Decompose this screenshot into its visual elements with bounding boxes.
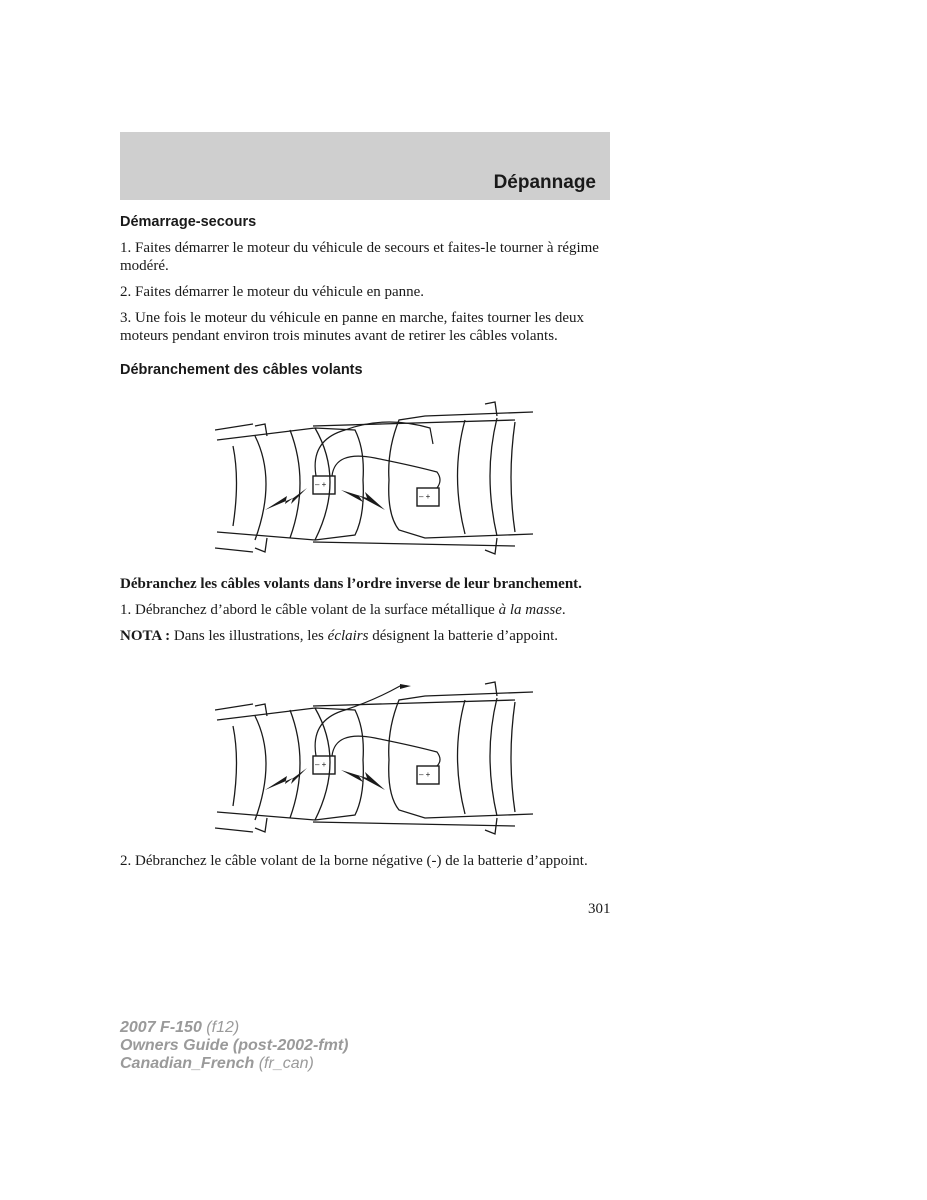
note-paragraph <box>120 627 610 645</box>
note-italic: éclairs <box>327 628 369 644</box>
note-label: NOTA : <box>120 628 171 644</box>
battery-booster-terminal-label: – + <box>419 770 431 779</box>
footer-line-2: Owners Guide (post-2002-fmt) <box>120 1037 349 1054</box>
step-3: 3. Une fois le moteur du véhicule en panne en marche, faites tourner les deux moteurs pendant environ trois minutes avant de retirer les câbles volants. <box>120 310 584 344</box>
step-1: 1. Faites démarrer le moteur du véhicule de secours et faites-le tourner à régime modéré. <box>120 240 599 274</box>
disconnect-instructions <box>120 575 610 653</box>
footer-line-1 <box>120 1019 348 1037</box>
section-title: Dépannage <box>493 172 596 193</box>
footer-model-code: (f12) <box>201 1019 240 1036</box>
heading-disconnect-cables: Débranchement des câbles volants <box>120 362 363 378</box>
car-right-illustration <box>389 402 533 554</box>
jumper-cable-positive <box>332 456 440 488</box>
battery-disabled-terminal-label: – + <box>315 480 327 489</box>
car-left-illustration <box>215 700 515 832</box>
disconnect-step-1-text: 1. Débranchez d’abord le câble volant de la surface métallique <box>120 602 499 618</box>
lightning-bolt-icon <box>265 488 307 510</box>
footer-model: 2007 F-150 <box>120 1019 202 1036</box>
disconnect-step-2: 2. Débranchez le câble volant de la borne négative (-) de la batterie d’appoint. <box>120 853 588 869</box>
note-suffix: désignent la batterie d’appoint. <box>368 628 559 644</box>
car-right-illustration <box>389 682 533 834</box>
car-left-illustration <box>215 420 515 552</box>
illustration-jumper-cables-connected <box>215 400 535 560</box>
battery-booster-terminal-label: – + <box>419 492 431 501</box>
disconnect-step-1-italic: à la masse <box>498 602 562 618</box>
heading-jump-start: Démarrage-secours <box>120 214 257 230</box>
step-2: 2. Faites démarrer le moteur du véhicule en panne. <box>120 284 425 300</box>
jumper-cable-negative <box>315 422 433 476</box>
footer-line-3 <box>120 1055 348 1073</box>
jumper-cable-positive <box>332 736 440 766</box>
disconnect-step-2-block <box>120 852 610 878</box>
battery-disabled-terminal-label: – + <box>315 760 327 769</box>
cable-clamp-icon <box>400 684 411 689</box>
section-header-band <box>120 132 610 200</box>
disconnect-step-1 <box>120 601 610 619</box>
note-text: Dans les illustrations, les <box>170 628 328 644</box>
lightning-bolt-icon <box>265 768 307 790</box>
footer-language-code: (fr_can) <box>254 1055 314 1072</box>
page-content <box>120 214 610 387</box>
document-footer <box>120 1019 348 1073</box>
footer-language: Canadian_French <box>120 1055 255 1072</box>
disconnect-order-instruction: Débranchez les câbles volants dans l’ordre inverse de leur branchement. <box>120 576 582 592</box>
illustration-jumper-cables-ground-removed <box>215 680 535 840</box>
disconnect-step-1-suffix: . <box>561 602 566 618</box>
page-number: 301 <box>588 901 611 917</box>
